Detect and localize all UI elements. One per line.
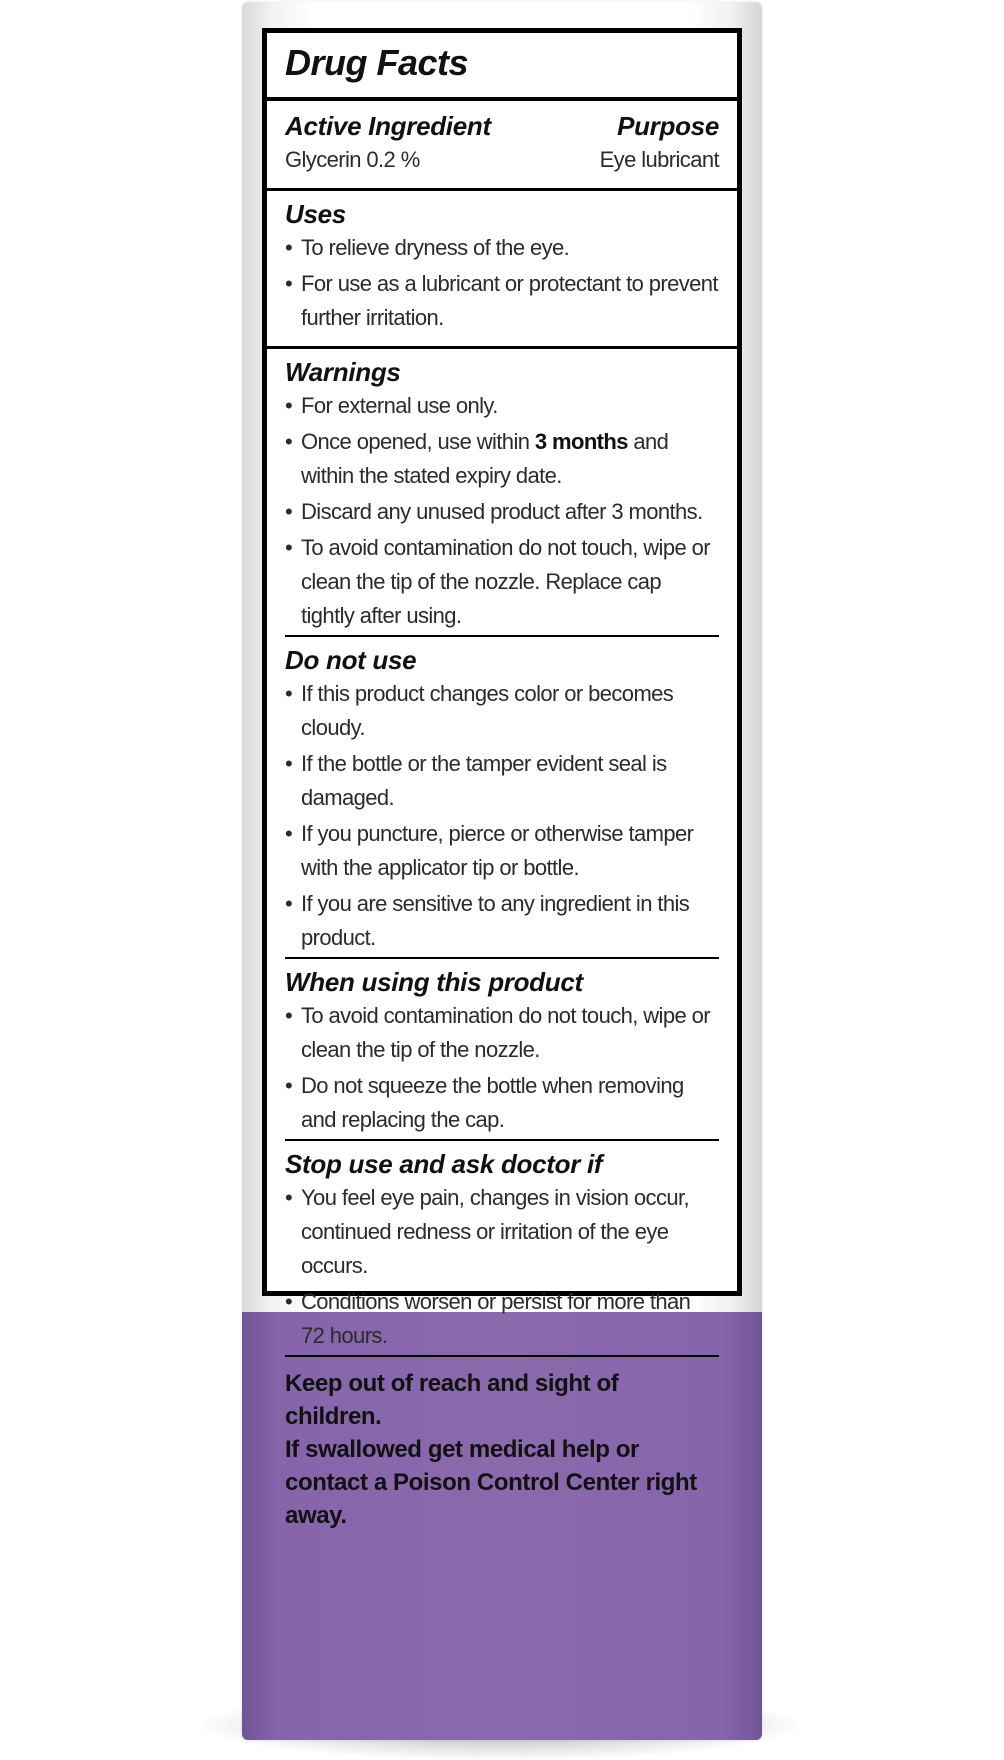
stop-use-heading: Stop use and ask doctor if bbox=[285, 1149, 603, 1179]
do-not-use-item: • If you puncture, pierce or otherwise tamper with the applicator tip or bottle. bbox=[285, 817, 719, 885]
drug-facts-title-row bbox=[267, 33, 737, 101]
do-not-use-item: • If the bottle or the tamper evident seal is damaged. bbox=[285, 747, 719, 815]
stop-use-item: • You feel eye pain, changes in vision occur, continued redness or irritation of the eye occurs. bbox=[285, 1181, 719, 1283]
purpose-heading: Purpose bbox=[617, 111, 719, 141]
warnings-opened-text-after: and within the stated expiry date. bbox=[301, 429, 669, 488]
footer-line-children: Keep out of reach and sight of children. bbox=[285, 1370, 619, 1430]
when-using-list bbox=[285, 999, 719, 1137]
active-ingredient-heading: Active Ingredient bbox=[285, 111, 491, 141]
when-using-item: • To avoid contamination do not touch, wipe or clean the tip of the nozzle. bbox=[285, 999, 719, 1067]
warnings-section bbox=[267, 349, 737, 637]
stop-use-block bbox=[285, 1147, 719, 1357]
uses-list bbox=[285, 231, 719, 335]
do-not-use-section bbox=[267, 637, 737, 959]
when-using-section bbox=[267, 959, 737, 1141]
stop-use-list bbox=[285, 1181, 719, 1353]
footer-line-poison-control: If swallowed get medical help or contact a Poison Control Center right away. bbox=[285, 1436, 697, 1529]
active-ingredient-value: Glycerin 0.2 % bbox=[285, 147, 420, 172]
warnings-block bbox=[285, 355, 719, 637]
active-ingredient-column bbox=[285, 109, 491, 188]
stop-use-section bbox=[267, 1141, 737, 1357]
stop-use-item: • Conditions worsen or persist for more than 72 hours. bbox=[285, 1285, 719, 1353]
when-using-item: • Do not squeeze the bottle when removing and replacing the cap. bbox=[285, 1069, 719, 1137]
warnings-item-opened bbox=[285, 425, 719, 493]
warnings-opened-text-bold: 3 months bbox=[534, 429, 628, 454]
drug-facts-title: Drug Facts bbox=[285, 42, 469, 83]
uses-item: • For use as a lubricant or protectant to prevent further irritation. bbox=[285, 267, 719, 335]
drug-facts-panel bbox=[262, 28, 742, 1529]
when-using-block bbox=[285, 965, 719, 1141]
uses-section bbox=[267, 191, 737, 349]
do-not-use-block bbox=[285, 643, 719, 959]
warnings-item: • For external use only. bbox=[285, 389, 719, 423]
warnings-item: • Discard any unused product after 3 months. bbox=[285, 495, 719, 529]
do-not-use-item: • If you are sensitive to any ingredient in this product. bbox=[285, 887, 719, 955]
warnings-item: • To avoid contamination do not touch, wipe or clean the tip of the nozzle. Replace cap tightly after using. bbox=[285, 531, 719, 633]
purpose-value: Eye lubricant bbox=[599, 147, 719, 172]
when-using-heading: When using this product bbox=[285, 967, 583, 997]
warnings-heading: Warnings bbox=[285, 357, 401, 387]
do-not-use-heading: Do not use bbox=[285, 645, 417, 675]
product-box bbox=[242, 2, 762, 1740]
purpose-column bbox=[600, 109, 719, 188]
do-not-use-list bbox=[285, 677, 719, 955]
keep-out-of-reach-warning bbox=[267, 1357, 737, 1532]
active-ingredient-row bbox=[267, 101, 737, 191]
warnings-opened-text-before: Once opened, use within bbox=[301, 429, 535, 454]
do-not-use-item: • If this product changes color or becomes cloudy. bbox=[285, 677, 719, 745]
uses-heading: Uses bbox=[285, 199, 346, 229]
uses-item: • To relieve dryness of the eye. bbox=[285, 231, 719, 265]
warnings-list bbox=[285, 389, 719, 633]
